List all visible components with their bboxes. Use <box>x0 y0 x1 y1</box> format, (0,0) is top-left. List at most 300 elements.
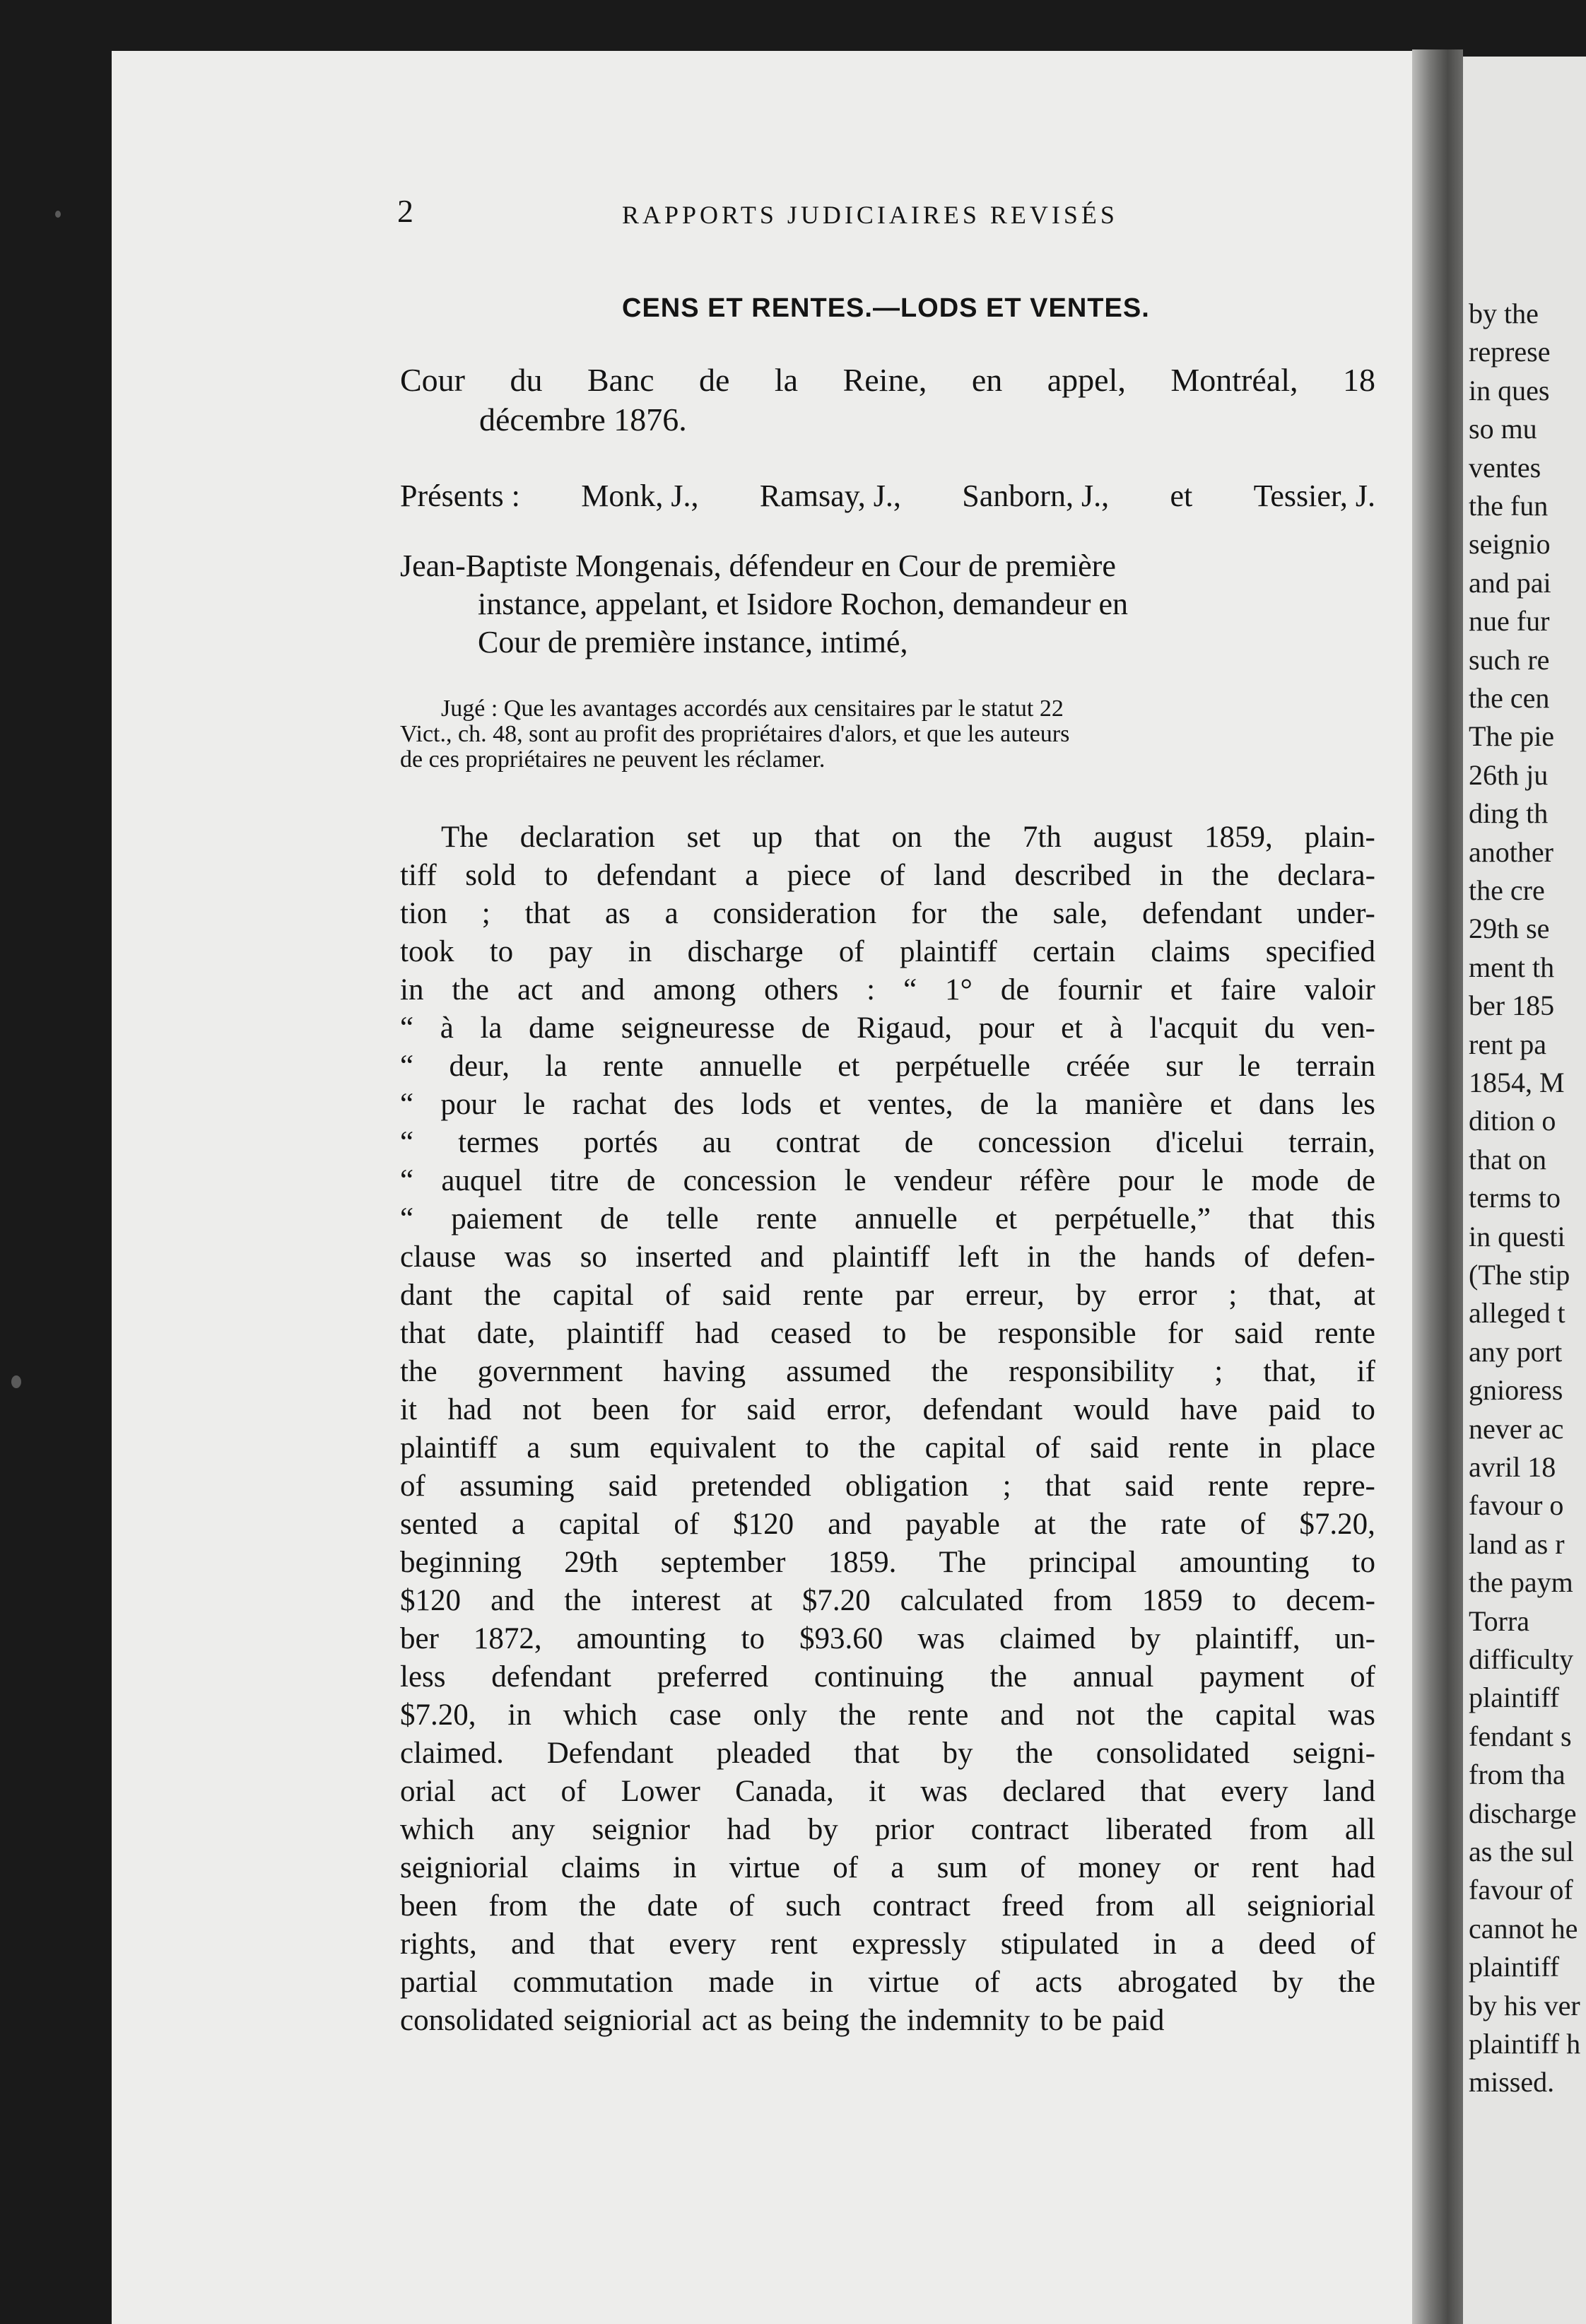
right-page-fragment: as the sul <box>1469 1836 1574 1867</box>
body-word: ; <box>481 897 491 930</box>
body-word: at <box>1033 1508 1056 1541</box>
body-word: seigniorial <box>1247 1889 1375 1923</box>
body-word: les <box>1341 1088 1375 1121</box>
body-word: virtue <box>868 1966 940 1999</box>
body-line <box>400 1620 1375 1658</box>
body-word: of <box>833 1851 859 1884</box>
body-word: for <box>1167 1317 1204 1350</box>
court-line-1 <box>400 360 1375 400</box>
body-word: rent <box>1251 1851 1299 1884</box>
court-word: 18 <box>1342 362 1375 398</box>
body-word: of <box>674 1508 700 1541</box>
body-word: assumed <box>786 1355 891 1388</box>
body-word: of <box>879 859 905 892</box>
body-word: concession <box>977 1126 1112 1159</box>
body-word: manière <box>1084 1088 1183 1121</box>
body-word: in <box>1258 1431 1282 1465</box>
body-word: fournir <box>1057 973 1142 1007</box>
body-word: that <box>589 1927 635 1961</box>
body-word: the <box>1338 1966 1375 1999</box>
body-word: act <box>701 2004 737 2037</box>
body-line <box>400 1238 1375 1277</box>
body-word: amounting <box>1179 1546 1310 1579</box>
body-word: rights, <box>400 1927 477 1961</box>
body-text <box>400 818 1375 2040</box>
body-word: telle <box>666 1202 719 1236</box>
body-word: claims <box>560 1851 640 1884</box>
body-word: pour <box>440 1088 497 1121</box>
body-word: under- <box>1296 897 1375 930</box>
body-word: by <box>807 1813 838 1846</box>
body-word: auquel <box>441 1164 522 1197</box>
body-word: a <box>527 1431 541 1465</box>
body-word: in <box>673 1851 697 1884</box>
body-line <box>400 1200 1375 1238</box>
presents-word: Monk, J., <box>581 479 699 513</box>
body-word: error <box>1138 1279 1197 1312</box>
body-word: of <box>838 935 864 968</box>
body-word: terrain, <box>1288 1126 1375 1159</box>
body-line <box>400 1582 1375 1620</box>
body-word: and <box>760 1240 804 1274</box>
body-line <box>400 857 1375 895</box>
body-word: having <box>663 1355 746 1388</box>
body-word: to <box>489 935 514 968</box>
body-word: by <box>942 1737 973 1770</box>
body-word: sum <box>569 1431 621 1465</box>
body-word: the <box>1146 1698 1184 1732</box>
body-word: piece <box>787 859 852 892</box>
body-word: dans <box>1259 1088 1315 1121</box>
body-word: it <box>869 1775 886 1808</box>
body-line <box>400 1315 1375 1353</box>
body-word: ventes, <box>867 1088 953 1121</box>
body-word: been <box>400 1889 458 1923</box>
body-word: continuing <box>813 1660 944 1694</box>
body-line <box>400 1086 1375 1124</box>
body-word: the <box>1211 859 1250 892</box>
body-word: the <box>483 1279 522 1312</box>
body-word: claimed <box>999 1622 1096 1655</box>
body-word: annuelle <box>699 1050 802 1083</box>
body-word: and <box>1000 1698 1045 1732</box>
body-line <box>400 971 1375 1009</box>
body-word: in <box>1027 1240 1051 1274</box>
presents-line <box>400 478 1375 514</box>
body-word: august <box>1093 821 1173 854</box>
right-page-fragment: favour o <box>1469 1489 1564 1522</box>
body-word: specified <box>1265 935 1375 968</box>
right-page-fragment: by his ver <box>1469 1989 1580 2021</box>
body-word: so <box>580 1240 607 1274</box>
body-word: and <box>491 1584 535 1617</box>
body-word: all <box>1344 1813 1375 1846</box>
body-word: by <box>1272 1966 1303 1999</box>
court-word: Cour <box>400 362 465 398</box>
body-word: set <box>686 821 721 854</box>
right-page-fragment: alleged t <box>1469 1297 1566 1330</box>
margin-speck <box>11 1375 21 1388</box>
body-word: $93.60 <box>799 1622 883 1655</box>
body-word: it <box>400 1393 417 1426</box>
body-word: Defendant <box>546 1737 674 1770</box>
body-word: de <box>801 1011 830 1045</box>
right-page-fragment: fendant s <box>1469 1720 1572 1752</box>
body-word: said <box>1090 1431 1139 1465</box>
body-word: “ <box>400 1011 414 1045</box>
body-word: september <box>660 1546 786 1579</box>
body-word: and <box>581 973 625 1007</box>
body-word: a <box>511 1508 525 1541</box>
body-line <box>400 1658 1375 1696</box>
body-word: partial <box>400 1966 478 1999</box>
body-word: of <box>974 1966 1000 1999</box>
body-word: seigniorial <box>400 1851 529 1884</box>
body-word: titre <box>550 1164 599 1197</box>
body-word: Rigaud, <box>857 1011 952 1045</box>
body-word: paiement <box>451 1202 563 1236</box>
body-word: which <box>400 1813 475 1846</box>
book-gutter <box>1412 49 1463 2324</box>
body-word: vendeur <box>893 1164 992 1197</box>
body-word: a <box>745 859 759 892</box>
body-word: from <box>488 1889 548 1923</box>
body-word: at <box>750 1584 773 1617</box>
body-word: described <box>1014 859 1132 892</box>
body-word: the <box>989 1660 1028 1694</box>
right-page-fragment: and pai <box>1469 566 1551 599</box>
body-word: le <box>523 1088 546 1121</box>
body-word: had <box>695 1317 739 1350</box>
court-word: appel, <box>1047 362 1126 398</box>
right-page-fragment: ventes <box>1469 451 1541 483</box>
body-word: others <box>764 973 839 1007</box>
body-word: de <box>1346 1164 1375 1197</box>
court-line-2: décembre 1876. <box>479 401 687 438</box>
body-word: certain <box>1032 935 1115 968</box>
body-word: defendant <box>1142 897 1262 930</box>
body-word: responsibility <box>1009 1355 1175 1388</box>
body-word: the <box>953 821 992 854</box>
body-word: responsible <box>997 1317 1136 1350</box>
body-word: seignior <box>592 1813 691 1846</box>
body-word: the <box>859 2004 897 2037</box>
body-word: de <box>904 1126 934 1159</box>
body-word: that, <box>1268 1279 1322 1312</box>
right-page-fragment: avril 18 <box>1469 1451 1556 1483</box>
right-page-fragment: represe <box>1469 336 1551 368</box>
body-word: rent <box>770 1927 818 1961</box>
right-page-fragment: never ac <box>1469 1412 1564 1445</box>
body-word: mode <box>1251 1164 1320 1197</box>
body-word: beginning <box>400 1546 522 1579</box>
body-word: pay <box>548 935 593 968</box>
body-word: or <box>1193 1851 1219 1884</box>
right-page-fragment: land as r <box>1469 1527 1565 1560</box>
body-word: la <box>545 1050 568 1083</box>
body-word: rente <box>1208 1469 1269 1503</box>
body-word: the <box>981 897 1018 930</box>
body-word: annuelle <box>854 1202 958 1236</box>
right-page-fragment: plaintiff <box>1469 1951 1560 1983</box>
court-word: du <box>510 362 543 398</box>
body-word: lods <box>741 1088 792 1121</box>
right-page-fragment: 1854, M <box>1469 1067 1565 1098</box>
body-word: et <box>994 1202 1017 1236</box>
body-line <box>400 1162 1375 1200</box>
right-page-fragment: ber 185 <box>1469 990 1555 1022</box>
body-word: rate <box>1161 1508 1206 1541</box>
body-line <box>400 1277 1375 1315</box>
body-word: et <box>1061 1011 1083 1045</box>
body-word: as <box>746 2004 773 2037</box>
right-page-fragment: so mu <box>1469 413 1537 445</box>
body-word: plaintiff, <box>1195 1622 1300 1655</box>
body-word: act <box>517 973 553 1007</box>
running-head: RAPPORTS JUDICIAIRES REVISÉS <box>622 201 1118 229</box>
body-word: from <box>1053 1584 1112 1617</box>
body-word: indemnity <box>906 2004 1030 2037</box>
body-word: annual <box>1072 1660 1154 1694</box>
body-word: paid <box>1268 1393 1321 1426</box>
body-word: said <box>1124 1469 1174 1503</box>
body-word: the <box>564 1584 601 1617</box>
body-line <box>400 1544 1375 1582</box>
body-word: 1° <box>945 973 973 1007</box>
body-word: of <box>1244 1240 1269 1274</box>
body-word: $120 <box>400 1584 461 1617</box>
body-word: by <box>1076 1279 1107 1312</box>
right-page-fragment: difficulty <box>1469 1643 1574 1675</box>
body-word: commutation <box>512 1966 674 1999</box>
body-word: “ <box>903 973 917 1007</box>
body-word: a <box>1211 1927 1225 1961</box>
right-page-fragment: missed. <box>1469 2066 1555 2099</box>
body-word: pleaded <box>716 1737 811 1770</box>
body-word: sur <box>1165 1050 1203 1083</box>
body-line <box>400 1964 1375 2002</box>
holding-line: Jugé : Que les avantages accordés aux censitaires par le statut 22 <box>441 696 1064 722</box>
body-line <box>400 1047 1375 1086</box>
body-line <box>400 1696 1375 1735</box>
right-page-fragment: by the <box>1469 298 1539 329</box>
presents-word: et <box>1170 479 1193 513</box>
body-word: said <box>746 1393 796 1426</box>
holding-line: Vict., ch. 48, sont au profit des propriétaires d'alors, et que les auteurs <box>400 721 1070 747</box>
body-word: said <box>608 1469 658 1503</box>
body-word: créée <box>1066 1050 1130 1083</box>
body-word: be <box>1073 2004 1103 2037</box>
body-line <box>400 1849 1375 1887</box>
right-page-fragment: such re <box>1469 643 1550 676</box>
body-word: less <box>400 1660 446 1694</box>
right-page-fragment: (The stip <box>1469 1259 1570 1291</box>
body-word: hands <box>1144 1240 1216 1274</box>
body-word: date, <box>476 1317 536 1350</box>
body-word: payable <box>905 1508 1000 1541</box>
body-word: discharge <box>687 935 804 968</box>
body-word: contract <box>970 1813 1069 1846</box>
right-page-fragment: seignio <box>1469 528 1551 561</box>
body-word: of <box>1350 1660 1375 1694</box>
body-word: la <box>1035 1088 1058 1121</box>
body-word: un- <box>1334 1622 1375 1655</box>
body-word: calculated <box>900 1584 1023 1617</box>
body-word: de <box>600 1202 629 1236</box>
body-word: contract <box>872 1889 970 1923</box>
body-word: that, <box>1263 1355 1317 1388</box>
body-word: in <box>628 935 652 968</box>
body-word: l'acquit <box>1149 1011 1238 1045</box>
body-line <box>400 1391 1375 1429</box>
body-word: land <box>1322 1775 1375 1808</box>
body-word: capital <box>552 1279 634 1312</box>
body-word: land <box>934 859 987 892</box>
body-word: of <box>665 1279 691 1312</box>
body-word: le <box>1202 1164 1224 1197</box>
body-line <box>400 1887 1375 1925</box>
body-word: of <box>560 1775 587 1808</box>
right-page-fragment: ment th <box>1469 951 1555 983</box>
body-word: money <box>1078 1851 1161 1884</box>
body-word: stipulated <box>1000 1927 1120 1961</box>
body-word: from <box>1249 1813 1308 1846</box>
body-word: Lower <box>621 1775 700 1808</box>
body-word: to <box>1232 1584 1257 1617</box>
body-word: have <box>1180 1393 1238 1426</box>
body-word: not <box>1076 1698 1115 1732</box>
court-heading <box>400 360 1375 440</box>
body-word: of <box>1240 1508 1266 1541</box>
body-word: was <box>917 1622 965 1655</box>
body-word: 1859 <box>1141 1584 1203 1617</box>
body-word: par <box>895 1279 934 1312</box>
body-word: prior <box>874 1813 934 1846</box>
body-word: defendant <box>597 859 717 892</box>
parties-line: instance, appelant, et Isidore Rochon, demandeur en <box>478 587 1129 621</box>
body-word: rente <box>602 1050 664 1083</box>
body-word: de <box>626 1164 656 1197</box>
body-word: rente <box>1315 1317 1375 1350</box>
body-word: “ <box>400 1126 414 1159</box>
body-word: $7.20, <box>400 1698 476 1732</box>
body-word: “ <box>400 1050 414 1083</box>
body-word: paid <box>1112 2004 1165 2037</box>
body-word: all <box>1185 1889 1216 1923</box>
body-word: deed <box>1258 1927 1316 1961</box>
body-word: defendant <box>491 1660 611 1694</box>
right-page-fragment: the cre <box>1469 874 1545 906</box>
body-word: declaration <box>519 821 655 854</box>
body-word: to <box>544 859 568 892</box>
court-word: Montréal, <box>1170 362 1298 398</box>
right-page-fragment: terms to <box>1469 1182 1561 1214</box>
body-word: The <box>441 821 488 854</box>
body-word: des <box>674 1088 715 1121</box>
body-word: among <box>653 973 736 1007</box>
body-word: that <box>524 897 571 930</box>
presents-word: Ramsay, J., <box>759 479 901 513</box>
body-word: for <box>911 897 947 930</box>
right-page-fragment: in ques <box>1469 374 1550 406</box>
body-line <box>400 895 1375 933</box>
body-word: at <box>1353 1279 1375 1312</box>
holding-line: de ces propriétaires ne peuvent les réclamer. <box>400 746 826 773</box>
body-word: rente <box>907 1698 969 1732</box>
body-word: in <box>400 973 424 1007</box>
body-word: et <box>818 1088 841 1121</box>
right-page-fragment: plaintiff h <box>1469 2028 1581 2060</box>
right-page-fragment: the fun <box>1469 490 1549 522</box>
body-line <box>400 1124 1375 1162</box>
body-word: capital <box>924 1431 1006 1465</box>
body-word: said <box>722 1279 772 1312</box>
holding-summary <box>400 696 1375 773</box>
body-word: assuming <box>459 1469 575 1503</box>
body-word: ; <box>1228 1279 1238 1312</box>
right-page-fragment: The pie <box>1469 720 1555 753</box>
body-word: claimed. <box>400 1737 504 1770</box>
court-word: de <box>698 362 730 398</box>
body-line <box>400 818 1375 857</box>
right-page-fragment: gnioress <box>1469 1374 1563 1407</box>
body-word: a <box>664 897 679 930</box>
body-word: portés <box>583 1126 658 1159</box>
body-word: repre- <box>1303 1469 1375 1503</box>
body-word: abrogated <box>1117 1966 1238 1999</box>
body-word: in <box>809 1966 833 1999</box>
presents-word: Présents : <box>400 479 520 513</box>
parties-line: Jean-Baptiste Mongenais, défendeur en Cour de première <box>400 548 1116 583</box>
presents-word: Sanborn, J., <box>962 479 1110 513</box>
body-word: the <box>400 1355 437 1388</box>
body-word: payment <box>1199 1660 1305 1694</box>
right-page-fragment: any port <box>1469 1335 1563 1368</box>
body-word: the <box>931 1355 968 1388</box>
body-word: 1859. <box>828 1546 897 1579</box>
body-word: had <box>1331 1851 1375 1884</box>
body-word: said <box>1234 1317 1284 1350</box>
body-word: perpétuelle <box>895 1050 1030 1083</box>
margin-speck <box>55 211 61 218</box>
body-word: le <box>1238 1050 1261 1083</box>
body-word: to <box>1040 2004 1064 2037</box>
body-word: declared <box>1002 1775 1106 1808</box>
body-word: $120 <box>733 1508 794 1541</box>
right-page-fragment: another <box>1469 835 1553 868</box>
body-word: would <box>1073 1393 1150 1426</box>
body-word: pretended <box>691 1469 811 1503</box>
body-word: 1859, <box>1204 821 1273 854</box>
body-word: in <box>507 1698 531 1732</box>
body-word: 7th <box>1022 821 1062 854</box>
body-word: in <box>1153 1927 1177 1961</box>
body-word: rente <box>1168 1431 1229 1465</box>
court-word: en <box>971 362 1003 398</box>
body-word: de <box>1000 973 1030 1007</box>
body-word: preferred <box>657 1660 769 1694</box>
body-word: interest <box>630 1584 721 1617</box>
body-word: consolidated <box>400 2004 554 2037</box>
body-word: sold <box>465 859 516 892</box>
body-word: ceased <box>770 1317 852 1350</box>
body-word: to <box>882 1317 907 1350</box>
body-word: $7.20, <box>1299 1508 1375 1541</box>
body-word: sented <box>400 1508 478 1541</box>
body-word: to <box>1351 1393 1375 1426</box>
body-word: plaintiff <box>400 1431 498 1465</box>
body-word: in <box>1159 859 1184 892</box>
